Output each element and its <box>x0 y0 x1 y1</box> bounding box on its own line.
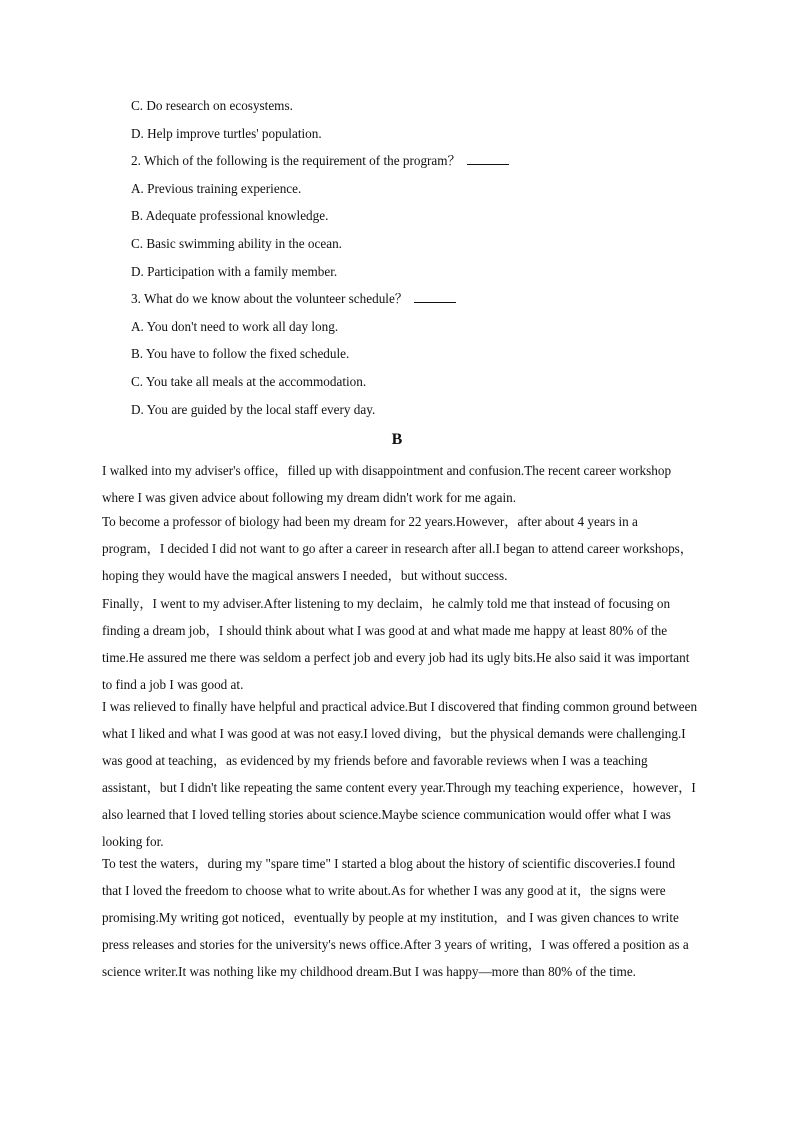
q3-option-b: B. You have to follow the fixed schedule. <box>131 346 350 361</box>
q3-option-c: C. You take all meals at the accommodation. <box>131 374 367 389</box>
passage-paragraph-1: I walked into my adviser's office，filled up with disappointment and confusion.The recent career workshop where I was given advice about following my dream didn't work for me again. <box>102 463 672 505</box>
q2-option-b: B. Adequate professional knowledge. <box>131 208 329 223</box>
q2-stem <box>131 153 509 169</box>
passage-paragraph-3: Finally，I went to my adviser.After listening to my declaim，he calmly told me that instead of focusing on finding a dream job，I should think about what I was good at and what made me happy at least 80% of the time.He assured me there was seldom a perfect job and every job had its ugly bits.He also said it was important to find a job I was good at. <box>102 596 690 692</box>
q3-option-a: A. You don't need to work all day long. <box>131 319 339 334</box>
q3-answer-blank[interactable] <box>414 291 456 303</box>
q1-option-c: C. Do research on ecosystems. <box>131 98 293 113</box>
q2-answer-blank[interactable] <box>467 153 509 165</box>
section-heading: B <box>391 431 403 448</box>
passage-paragraph-4: I was relieved to finally have helpful and practical advice.But I discovered that finding common ground between what I liked and what I was good at was not easy.I loved diving，but the physical demands were challenging.I was good at teaching，as evidenced by my friends before and favorable reviews when I was a teaching assistant，but I didn't like repeating the same content every year.Through my teaching experience，however，I also learned that I loved telling stories about science.Maybe science communication would offer what I was looking for. <box>102 699 698 849</box>
passage-paragraph-2: To become a professor of biology had been my dream for 22 years.However，after about 4 years in a program，I decided I did not want to go after a career in research after all.I began to attend career workshops，hoping they would have the magical answers I needed，but without success. <box>102 514 693 583</box>
q3-stem <box>131 291 456 307</box>
q1-option-d: D. Help improve turtles' population. <box>131 126 322 141</box>
passage-paragraph-5: To test the waters，during my "spare time" I started a blog about the history of scientific discoveries.I found that I loved the freedom to choose what to write about.As for whether I was any good at it，the signs were promising.My writing got noticed，eventually by people at my institution，and I was given chances to write press releases and stories for the university's news office.After 3 years of writing，I was offered a position as a science writer.It was nothing like my childhood dream.But I was happy—more than 80% of the time. <box>102 856 689 979</box>
q2-option-c: C. Basic swimming ability in the ocean. <box>131 236 342 251</box>
q2-option-a: A. Previous training experience. <box>131 181 302 196</box>
q2-option-d: D. Participation with a family member. <box>131 264 338 279</box>
q3-option-d: D. You are guided by the local staff every day. <box>131 402 376 417</box>
q2-stem-text: 2. Which of the following is the requirement of the program？ <box>131 153 461 168</box>
q3-stem-text: 3. What do we know about the volunteer schedule？ <box>131 291 408 306</box>
